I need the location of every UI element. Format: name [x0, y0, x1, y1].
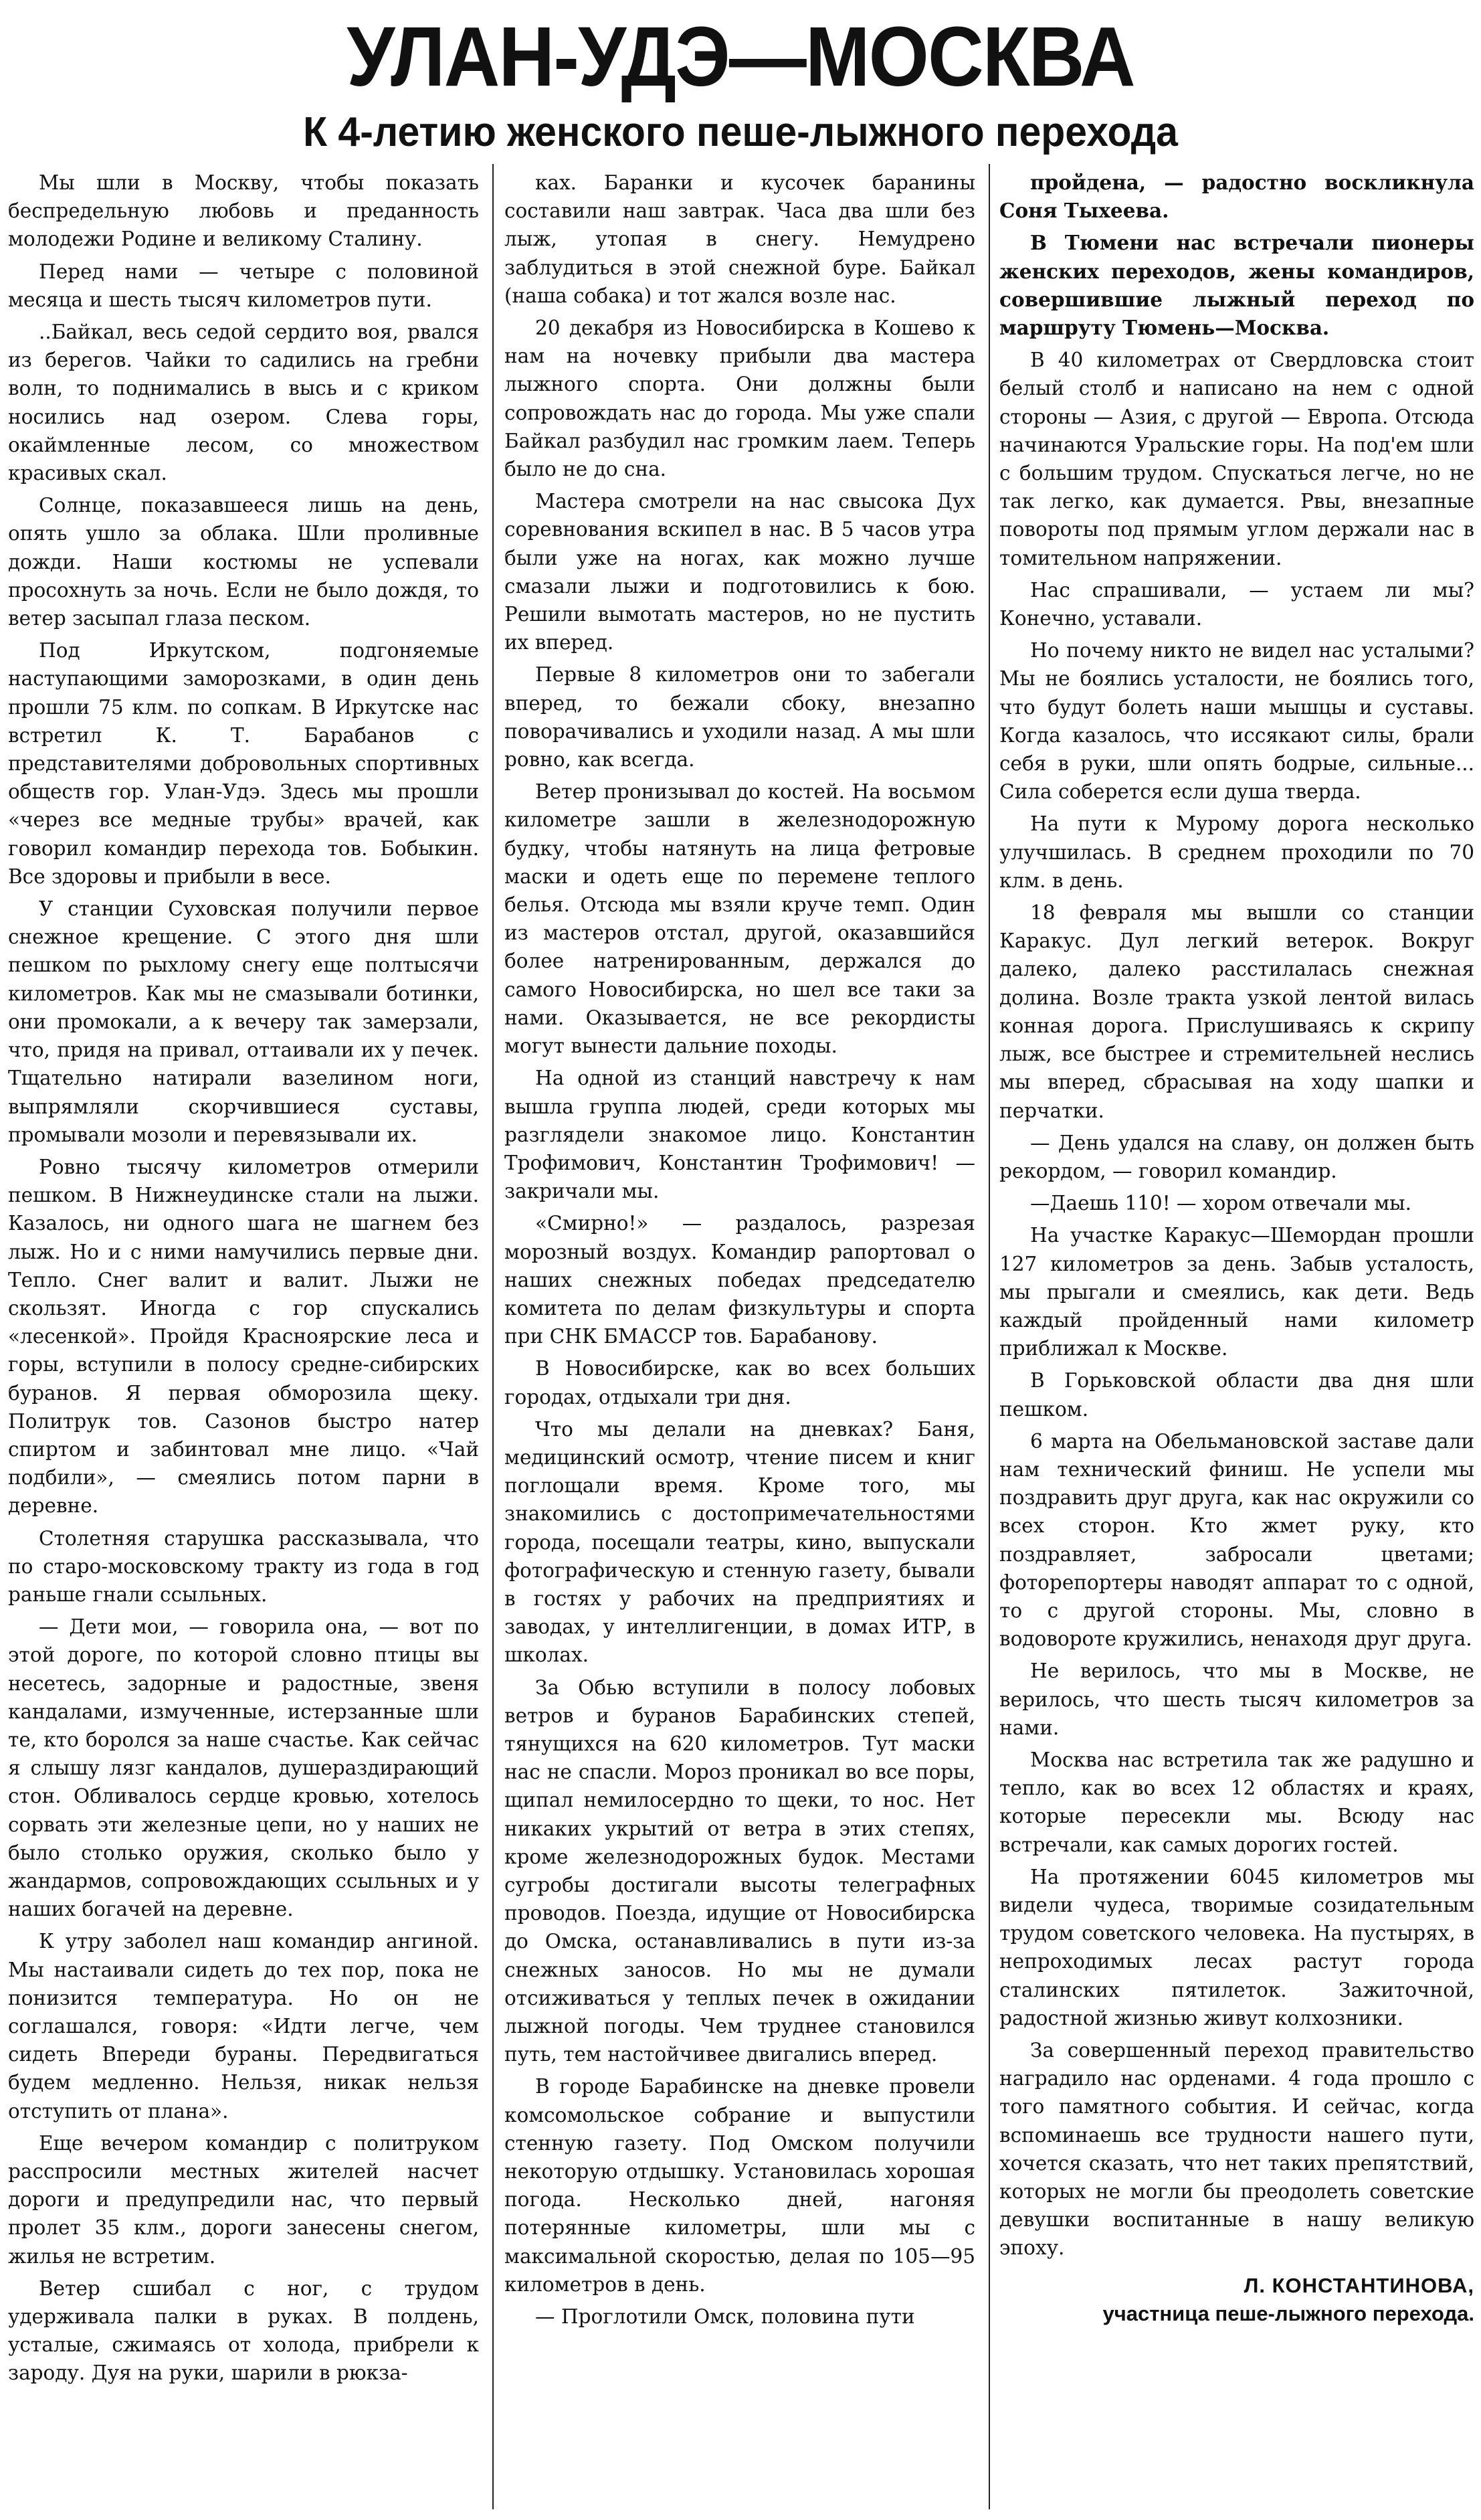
author-role: участница пеше-лыжного перехода.: [1102, 2301, 1474, 2325]
article-column-2: [504, 169, 975, 2511]
paragraph: Под Иркутском, подгоняемые наступающими заморозками, в один день прошли 75 клм. по сопкам. В Иркутске нас встретил К. Т. Барабанов с представителями добровольных спортивных обществ гор. Улан-Удэ. Здесь мы прошли «через все медные трубы» врачей, как говорил командир перехода тов. Бобыкин. Все здоровы и прибыли в весе.: [8, 639, 479, 888]
paragraph: На участке Каракус—Шемордан прошли 127 километров за день. Забыв усталость, мы прыгали и смеялись, как дети. Ведь каждый пройденный нами километр приближал к Москве.: [999, 1224, 1474, 1360]
paragraph: Нас спрашивали, — устаем ли мы? Конечно, уставали.: [999, 578, 1474, 630]
headline: УЛАН-УДЭ—МОСКВА: [347, 9, 1134, 104]
paragraph: ках. Баранки и кусочек баранины составили наш завтрак. Часа два шли без лыж, утопая в снегу. Немудрено заблудиться в этой снежной буре. Байкал (наша собака) и тот жался возле нас.: [504, 171, 975, 307]
paragraph: Ветер сшибал с ног, с трудом удерживала палки в руках. В полдень, усталые, сжимаясь от холода, прибрели к зароду. Дуя на руки, шарили в рюкза-: [8, 2276, 479, 2385]
paragraph: 6 марта на Обельмановской заставе дали нам технический финиш. Не успели мы поздравить друг друга, как нас окружили со всех сторон. Кто жмет руку, кто поздравляет, забросали цветами; фоторепортеры наводят аппарат то с одной, то с другой стороны. Мы, словно в водовороте кружились, ненаходя друг друга.: [999, 1429, 1474, 1651]
paragraph: В Тюмени нас встречали пионеры женских переходов, жены командиров, совершившие лыжный переход по маршруту Тюмень—Москва.: [999, 231, 1474, 340]
subheadline: К 4-летию женского пеше-лыжного перехода: [303, 109, 1178, 155]
paragraph: 18 февраля мы вышли со станции Каракус. Дул легкий ветерок. Вокруг далеко, далеко расстилалась снежная долина. Возле тракта узкой лентой вилась конная дорога. Прислушиваясь к скрипу лыж, все быстрее и стремительней неслись мы вперед, сбрасывая на ходу шапки и перчатки.: [999, 901, 1474, 1122]
paragraph: На одной из станций навстречу к нам вышла группа людей, среди которых мы разглядели знакомое лицо. Константин Трофимович, Константин Трофимович! — закричали мы.: [504, 1067, 975, 1203]
paragraph: — День удался на славу, он должен быть рекордом, — говорил командир.: [999, 1131, 1474, 1182]
paragraph: 20 декабря из Новосибирска в Кошево к нам на ночевку прибыли два мастера лыжного спорта. Они должны были сопровождать нас до города. Мы уже спали Байкал разбудил нас громким лаем. Теперь было не до сна.: [504, 317, 975, 481]
column-divider: [492, 164, 494, 2509]
paragraph: Ровно тысячу километров отмерили пешком. В Нижнеудинске стали на лыжи. Казалось, ни одного шага не шагнем без лыж. Но и с ними намучились первые дни. Тепло. Снег валит и валит. Лыжи не скользят. Иногда с гор спускались «лесенкой». Пройдя Красноярские леса и горы, вступили в полосу средне-сибирских буранов. Я первая обморозила щеку. Политрук тов. Сазонов быстро натер спиртом и забинтовал мне лицо. «Чай подбили», — смеялись потом парни в деревне.: [8, 1155, 479, 1518]
paragraph: В Новосибирске, как во всех больших городах, отдыхали три дня.: [504, 1357, 975, 1409]
paragraph: В Горьковской области два дня шли пешком.: [999, 1369, 1474, 1421]
paragraph: Перед нами — четыре с половиной месяца и шесть тысяч километров пути.: [8, 260, 479, 311]
column-3-body: [999, 169, 1474, 2262]
paragraph: Ветер пронизывал до костей. На восьмом километре зашли в железнодорожную будку, чтобы натянуть на лица фетровые маски и одеть еще по перемене теплого белья. Отсюда мы взяли круче темп. Один из мастеров отстал, другой, оказавшийся более натренированным, держался до самого Новосибирска, но шел все таки за нами. Оказывается, не все рекордисты могут вынести дальние походы.: [504, 780, 975, 1058]
paragraph: — Дети мои, — говорила она, — вот по этой дороге, по которой словно птицы вы несетесь, задорные и радостные, звеня кандалами, измученные, истерзанные шли те, кто боролся за наше счастье. Как сейчас я слышу лязг кандалов, душераздирающий стон. Обливалось сердце кровью, хотелось сорвать эти железные цепи, но у наших не было столько оружия, сколько было у жандармов, сопровождающих ссыльных и у наших богачей на деревне.: [8, 1615, 479, 1921]
paragraph: Мы шли в Москву, чтобы показать беспредельную любовь и преданность молодежи Родине и великому Сталину.: [8, 171, 479, 251]
paragraph: К утру заболел наш командир ангиной. Мы настаивали сидеть до тех пор, пока не понизится температура. Но он не соглашался, говоря: «Идти легче, чем сидеть Впереди бураны. Передвигаться будем медленно. Нельзя, никак нельзя отступить от плана».: [8, 1930, 479, 2123]
paragraph: Мастера смотрели на нас свысока Дух соревнования вскипел в нас. В 5 часов утра были уже на ногах, как можно лучше смазали лыжи и подготовились к бою. Решили вымотать мастеров, но не пустить их вперед.: [504, 490, 975, 654]
paragraph: Солнце, показавшееся лишь на день, опять ушло за облака. Шли проливные дожди. Наши костюмы не успевали просохнуть за ночь. Если не было дождя, то ветер засыпал глаза песком.: [8, 494, 479, 630]
paragraph: Что мы делали на дневках? Баня, медицинский осмотр, чтение писем и книг поглощали время. Кроме того, мы знакомились с достопримечательностями города, посещали театры, кино, выпускали фотографическую и стенную газету, бывали в гостях у рабочих на предприятиях и заводах, у интеллигенции, в домах ИТР, в школах.: [504, 1417, 975, 1667]
paragraph: Москва нас встретила так же радушно и тепло, как во всех 12 областях и краях, которые пересекли мы. Всюду нас встречали, как самых дорогих гостей.: [999, 1748, 1474, 1856]
paragraph: На пути к Мурому дорога несколько улучшилась. В среднем проходили по 70 клм. в день.: [999, 812, 1474, 892]
paragraph: У станции Суховская получили первое снежное крещение. С этого дня шли пешком по рыхлому снегу еще полтысячи километров. Как мы не смазывали ботинки, они промокали, а к вечеру так замерзали, что, придя на привал, оттаивали их у печек. Тщательно натирали вазелином ноги, выпрямляли скорчившиеся суставы, промывали мозоли и перевязывали их.: [8, 897, 479, 1146]
paragraph: Первые 8 километров они то забегали вперед, то бежали сбоку, внезапно поворачивались и уходили назад. А мы шли ровно, как всегда.: [504, 663, 975, 772]
paragraph: За Обью вступили в полосу лобовых ветров и буранов Барабинских степей, тянущихся на 620 километров. Тут маски нас не спасли. Мороз проникал во все поры, щипал немилосердно то щеки, то нос. Нет никаких укрытий от ветра в этих степях, кроме железнодорожных будок. Местами сугробы достигали высоты телеграфных проводов. Поезда, идущие от Новосибирска до Омска, останавливались в пути из-за снежных заносов. Но мы не думали отсиживаться у теплых печек в ожидании лыжной погоды. Чем труднее становился путь, тем настойчивее двигались вперед.: [504, 1676, 975, 2066]
paragraph: Еще вечером командир с политруком расспросили местных жителей насчет дороги и предупредили нас, что первый пролет 35 клм., дороги занесены снегом, жилья не встретим.: [8, 2131, 479, 2268]
paragraph: За совершенный переход правительство наградило нас орденами. 4 года прошло с того памятного события. И сейчас, когда вспоминаешь все трудности нашего пути, хочется сказать, что нет таких препятствий, которых не могли бы преодолеть советские девушки воспитанные в нашу великую эпоху.: [999, 2039, 1474, 2260]
paragraph: Столетняя старушка рассказывала, что по старо-московскому тракту из года в год раньше гнали ссыльных.: [8, 1526, 479, 1606]
paragraph: —Даешь 110! — хором отвечали мы.: [1030, 1192, 1411, 1215]
column-divider: [989, 164, 990, 2509]
paragraph: — Проглотили Омск, половина пути: [535, 2305, 915, 2329]
paragraph: ..Байкал, весь седой сердито воя, рвался из берегов. Чайки то садились на гребни волн, то поднимались в высь и с криком носились над озером. Слева горы, окаймленные лесом, со множеством красивых скал.: [8, 321, 479, 485]
paragraph: В 40 километрах от Свердловска стоит белый столб и написано на нем с одной стороны — Азия, с другой — Европа. Отсюда начинаются Уральские горы. На под'ем шли с большим трудом. Спускаться легче, но не так легко, как думается. Рвы, внезапные повороты под прямым углом держали нас в томительном напряжении.: [999, 349, 1474, 569]
paragraph: Но почему никто не видел нас усталыми? Мы не боялись усталости, не боялись того, что будут болеть наши мышцы и суставы. Когда казалось, что иссякают силы, брали себя в руки, шли опять бодрые, сильные... Сила соберется если душа тверда.: [999, 639, 1474, 804]
paragraph: В городе Барабинске на дневке провели комсомольское собрание и выпустили стенную газету. Под Омском получили некоторую отдышку. Установилась хорошая погода. Несколько дней, нагоняя потерянные километры, шли мы с максимальной скоростью, делая по 105—95 километров в день.: [504, 2075, 975, 2296]
article-column-3: [999, 169, 1474, 2511]
paragraph: На протяжении 6045 километров мы видели чудеса, творимые созидательным трудом советского человека. На пустырях, в непроходимых лесах растут города сталинских пятилеток. Зажиточной, радостной жизнью живут колхозники.: [999, 1865, 1474, 2030]
paragraph: «Смирно!» — раздалось, разрезая морозный воздух. Командир рапортовал о наших снежных победах председателю комитета по делам физкультуры и спорта при СНК БМАССР тов. Барабанову.: [504, 1212, 975, 1348]
paragraph: Не верилось, что мы в Москве, не верилось, что шесть тысяч километров за нами.: [999, 1659, 1474, 1739]
article-column-1: [8, 169, 479, 2511]
paragraph: пройдена, — радостно воскликнула Соня Тыхеева.: [999, 171, 1474, 223]
author-name: Л. КОНСТАНТИНОВА,: [1244, 2273, 1474, 2297]
